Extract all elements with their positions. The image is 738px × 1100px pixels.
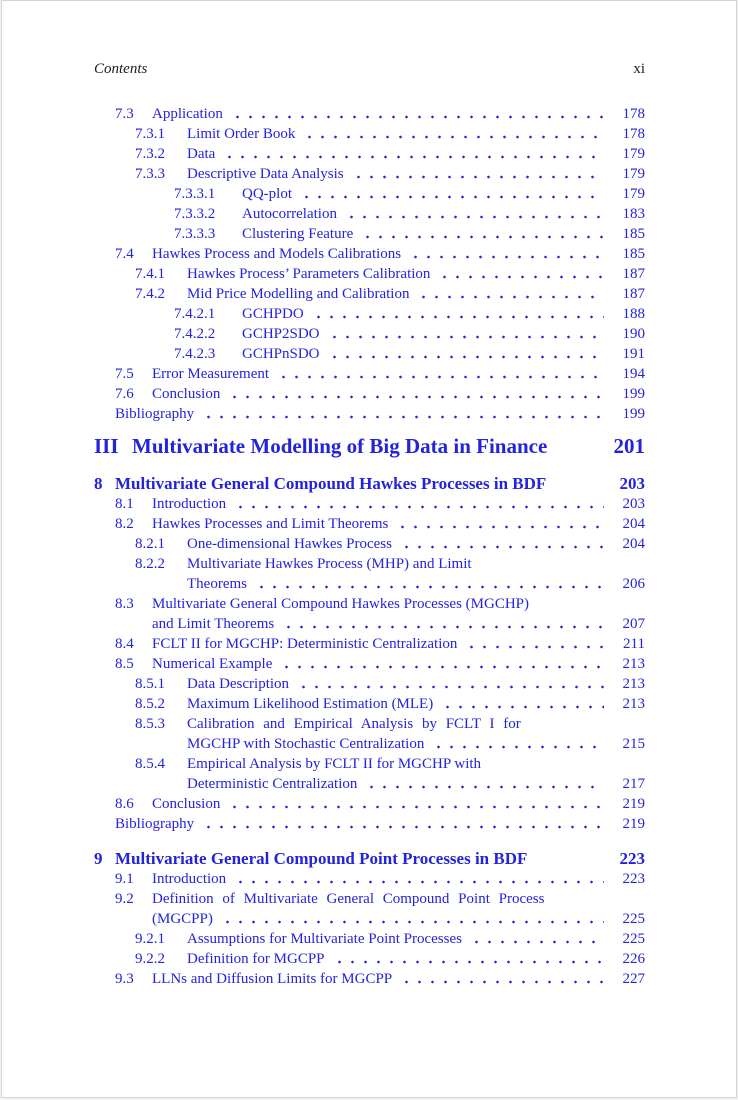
entry-number: 8.5.2 — [135, 696, 165, 712]
toc-entry-bibliography[interactable] — [2, 404, 736, 424]
entry-number: 7.3.1 — [135, 126, 165, 142]
entry-line — [152, 514, 645, 534]
entry-number: 7.4.2 — [135, 286, 165, 302]
entry-number: 8.5.1 — [135, 676, 165, 692]
heading-page-number: 223 — [619, 849, 645, 868]
entry-title: Data Description — [187, 676, 290, 692]
entry-title: Deterministic Centralization — [187, 776, 358, 792]
entry-page-number: 206 — [622, 576, 645, 592]
entry-line — [187, 534, 645, 554]
dot-leader — [468, 929, 604, 949]
entry-title: Theorems — [187, 576, 247, 592]
entry-page-number: 213 — [622, 696, 645, 712]
entry-line — [152, 889, 645, 909]
entry-number: 8.5.4 — [135, 756, 165, 772]
entry-number: 8.3 — [115, 596, 134, 612]
toc-entry-7.4.2.2[interactable] — [2, 324, 736, 344]
entry-title: One-dimensional Hawkes Process — [187, 536, 392, 552]
entry-page-number: 187 — [622, 286, 645, 302]
entry-line — [187, 124, 645, 144]
entry-line — [187, 554, 645, 574]
entry-page-number: 199 — [622, 406, 645, 422]
dot-leader — [298, 184, 604, 204]
entry-page-number: 227 — [622, 971, 645, 987]
entry-number: 7.3 — [115, 106, 134, 122]
entry-number: 8.1 — [115, 496, 134, 512]
dot-leader — [326, 344, 604, 364]
entry-title: and Limit Theorems — [152, 616, 275, 632]
toc-entry-8.6[interactable] — [2, 794, 736, 814]
entry-page-number: 185 — [622, 246, 645, 262]
dot-leader — [331, 949, 604, 969]
heading-page-number: 201 — [613, 434, 645, 458]
entry-line — [242, 344, 645, 364]
entry-page-number: 204 — [622, 536, 645, 552]
entry-title: Definition for MGCPP — [187, 951, 325, 967]
toc-entry-7.3.1[interactable] — [2, 124, 736, 144]
entry-number: 9.2.2 — [135, 951, 165, 967]
entry-title: Multivariate General Compound Hawkes Processes (MGCHP) — [152, 596, 530, 612]
heading-number: III — [94, 434, 119, 458]
heading-title: Multivariate Modelling of Big Data in Finance — [132, 434, 548, 458]
entry-page-number: 226 — [622, 951, 645, 967]
dot-leader — [407, 244, 604, 264]
entry-page-number: 223 — [622, 871, 645, 887]
entry-number: 9.3 — [115, 971, 134, 987]
entry-page-number: 178 — [622, 106, 645, 122]
entry-page-number: 217 — [622, 776, 645, 792]
entry-title: Maximum Likelihood Estimation (MLE) — [187, 696, 434, 712]
dot-leader — [363, 774, 604, 794]
entry-line — [152, 634, 645, 654]
entry-title: Numerical Example — [152, 656, 273, 672]
toc-entry-8.3[interactable] — [2, 594, 736, 634]
entry-title: Introduction — [152, 496, 227, 512]
entry-title: Multivariate Hawkes Process (MHP) and Limit — [187, 556, 472, 572]
toc-entry-8.5.4[interactable] — [2, 754, 736, 794]
entry-number: 9.2.1 — [135, 931, 165, 947]
dot-leader — [350, 164, 604, 184]
entry-line — [187, 734, 645, 754]
entry-line — [152, 794, 645, 814]
dot-leader — [310, 304, 604, 324]
entry-line — [187, 264, 645, 284]
dot-leader — [232, 869, 604, 889]
entry-page-number: 190 — [622, 326, 645, 342]
dot-leader — [463, 634, 604, 654]
heading-title: Multivariate General Compound Point Processes in BDF — [115, 849, 528, 868]
heading-number: 9 — [94, 849, 103, 868]
entry-page-number: 187 — [622, 266, 645, 282]
entry-title: Conclusion — [152, 796, 221, 812]
toc-chapter-heading-9[interactable] — [2, 848, 736, 869]
dot-leader — [436, 264, 604, 284]
dot-leader — [219, 909, 604, 929]
entry-line — [187, 144, 645, 164]
toc-entry-8.5[interactable] — [2, 654, 736, 674]
entry-title: Error Measurement — [152, 366, 270, 382]
toc-entry-9.3[interactable] — [2, 969, 736, 989]
entry-number: 7.3.3.2 — [174, 206, 216, 222]
entry-line — [152, 869, 645, 889]
entry-page-number: 213 — [622, 676, 645, 692]
entry-number: 7.4.2.2 — [174, 326, 216, 342]
toc-entry-7.4.2.1[interactable] — [2, 304, 736, 324]
entry-number: 9.1 — [115, 871, 134, 887]
toc-entry-9.2.1[interactable] — [2, 929, 736, 949]
toc-entry-7.3.3.1[interactable] — [2, 184, 736, 204]
entry-line — [152, 594, 645, 614]
entry-line — [152, 969, 645, 989]
entry-number: 7.3.3.3 — [174, 226, 216, 242]
heading-page-number: 203 — [619, 474, 645, 493]
toc-entry-7.4[interactable] — [2, 244, 736, 264]
running-header-title: Contents — [94, 61, 148, 77]
dot-leader — [226, 384, 604, 404]
entry-title: Conclusion — [152, 386, 221, 402]
entry-line — [187, 674, 645, 694]
toc-entry-7.3[interactable] — [2, 104, 736, 124]
entry-page-number: 213 — [622, 656, 645, 672]
entry-line — [187, 929, 645, 949]
entry-title: Mid Price Modelling and Calibration — [187, 286, 410, 302]
entry-title: Hawkes Process and Models Calibrations — [152, 246, 402, 262]
entry-title: FCLT II for MGCHP: Deterministic Centralization — [152, 636, 458, 652]
entry-line — [242, 204, 645, 224]
entry-title: Clustering Feature — [242, 226, 354, 242]
dot-leader — [301, 124, 604, 144]
dot-leader — [200, 404, 604, 424]
entry-line — [187, 694, 645, 714]
entry-page-number: 211 — [623, 636, 645, 652]
entry-number: 7.3.3 — [135, 166, 165, 182]
entry-line — [187, 754, 645, 774]
entry-line — [115, 814, 645, 834]
entry-number: 7.3.2 — [135, 146, 165, 162]
entry-line — [152, 614, 645, 634]
entry-line — [187, 164, 645, 184]
dot-leader — [439, 694, 604, 714]
entry-page-number: 179 — [622, 166, 645, 182]
entry-number: 8.2.1 — [135, 536, 165, 552]
entry-line — [152, 244, 645, 264]
entry-page-number: 199 — [622, 386, 645, 402]
dot-leader — [415, 284, 604, 304]
entry-line — [152, 104, 645, 124]
toc-entry-8.5.3[interactable] — [2, 714, 736, 754]
entry-line — [152, 364, 645, 384]
entry-page-number: 188 — [622, 306, 645, 322]
dot-leader — [326, 324, 604, 344]
entry-number: 8.4 — [115, 636, 134, 652]
entry-page-number: 191 — [622, 346, 645, 362]
entry-line — [152, 654, 645, 674]
entry-line — [187, 714, 645, 734]
dot-leader — [232, 494, 604, 514]
toc-entry-7.3.2[interactable] — [2, 144, 736, 164]
toc-entry-9.2[interactable] — [2, 889, 736, 929]
entry-title: LLNs and Diffusion Limits for MGCPP — [152, 971, 393, 987]
entry-page-number: 225 — [622, 931, 645, 947]
entry-title: Calibration and Empirical Analysis by FCLT I for — [187, 716, 521, 732]
entry-page-number: 179 — [622, 186, 645, 202]
toc-entry-7.3.3[interactable] — [2, 164, 736, 184]
entry-line — [187, 949, 645, 969]
entry-page-number: 178 — [622, 126, 645, 142]
entry-number: 7.3.3.1 — [174, 186, 216, 202]
entry-number: 8.5 — [115, 656, 134, 672]
dot-leader — [200, 814, 604, 834]
entry-page-number: 215 — [622, 736, 645, 752]
entry-title: Empirical Analysis by FCLT II for MGCHP with — [187, 756, 482, 772]
entry-title: GCHPnSDO — [242, 346, 320, 362]
entry-page-number: 194 — [622, 366, 645, 382]
entry-line — [242, 324, 645, 344]
entry-title: QQ-plot — [242, 186, 292, 202]
entry-number: 8.2 — [115, 516, 134, 532]
entry-title: (MGCPP) — [152, 911, 213, 927]
toc-entry-8.2.1[interactable] — [2, 534, 736, 554]
entry-number: 7.4.2.3 — [174, 346, 216, 362]
entry-line — [187, 774, 645, 794]
entry-page-number: 185 — [622, 226, 645, 242]
dot-leader — [394, 514, 604, 534]
entry-number: 7.5 — [115, 366, 134, 382]
entry-line — [152, 494, 645, 514]
toc-entry-8.2.2[interactable] — [2, 554, 736, 594]
entry-number: 7.4.1 — [135, 266, 165, 282]
running-header — [94, 59, 645, 79]
dot-leader — [398, 969, 604, 989]
entry-title: Application — [152, 106, 223, 122]
dot-leader — [253, 574, 604, 594]
toc-entry-9.1[interactable] — [2, 869, 736, 889]
entry-title: Hawkes Processes and Limit Theorems — [152, 516, 389, 532]
entry-line — [152, 909, 645, 929]
toc-entry-7.4.2[interactable] — [2, 284, 736, 304]
heading-title: Multivariate General Compound Hawkes Processes in BDF — [115, 474, 547, 493]
dot-leader — [343, 204, 604, 224]
entry-number: 9.2 — [115, 891, 134, 907]
dot-leader — [430, 734, 604, 754]
entry-page-number: 179 — [622, 146, 645, 162]
entry-title: GCHP2SDO — [242, 326, 320, 342]
entry-title: Hawkes Process’ Parameters Calibration — [187, 266, 431, 282]
toc-entry-7.6[interactable] — [2, 384, 736, 404]
toc-entry-7.4.2.3[interactable] — [2, 344, 736, 364]
entry-line — [242, 304, 645, 324]
entry-title: Data — [187, 146, 216, 162]
toc-entry-8.1[interactable] — [2, 494, 736, 514]
entry-title: Bibliography — [115, 406, 195, 422]
entry-line — [152, 384, 645, 404]
entry-title: Autocorrelation — [242, 206, 337, 222]
dot-leader — [278, 654, 604, 674]
toc-chapter-heading-8[interactable] — [2, 473, 736, 494]
entry-title: Bibliography — [115, 816, 195, 832]
entry-line — [187, 284, 645, 304]
entry-line — [242, 224, 645, 244]
dot-leader — [229, 104, 604, 124]
toc-entry-8.5.2[interactable] — [2, 694, 736, 714]
entry-line — [187, 574, 645, 594]
entry-page-number: 219 — [622, 796, 645, 812]
entry-number: 8.6 — [115, 796, 134, 812]
heading-number: 8 — [94, 474, 103, 493]
entry-number: 8.5.3 — [135, 716, 165, 732]
dot-leader — [398, 534, 604, 554]
toc-entry-7.3.3.2[interactable] — [2, 204, 736, 224]
dot-leader — [275, 364, 604, 384]
entry-page-number: 203 — [622, 496, 645, 512]
toc-entry-7.3.3.3[interactable] — [2, 224, 736, 244]
entry-title: MGCHP with Stochastic Centralization — [187, 736, 425, 752]
table-of-contents — [2, 104, 736, 989]
dot-leader — [221, 144, 604, 164]
entry-title: Introduction — [152, 871, 227, 887]
entry-number: 7.4 — [115, 246, 134, 262]
dot-leader — [280, 614, 604, 634]
entry-title: GCHPDO — [242, 306, 304, 322]
entry-title: Assumptions for Multivariate Point Processes — [187, 931, 462, 947]
entry-number: 7.6 — [115, 386, 134, 402]
entry-title: Descriptive Data Analysis — [187, 166, 344, 182]
entry-page-number: 204 — [622, 516, 645, 532]
entry-line — [115, 404, 645, 424]
toc-entry-9.2.2[interactable] — [2, 949, 736, 969]
entry-number: 8.2.2 — [135, 556, 165, 572]
toc-entry-7.4.1[interactable] — [2, 264, 736, 284]
toc-entry-7.5[interactable] — [2, 364, 736, 384]
toc-entry-8.5.1[interactable] — [2, 674, 736, 694]
entry-page-number: 207 — [622, 616, 645, 632]
dot-leader — [295, 674, 604, 694]
running-header-page-number: xi — [633, 61, 645, 77]
dot-leader — [359, 224, 604, 244]
toc-entry-bibliography[interactable] — [2, 814, 736, 834]
dot-leader — [226, 794, 604, 814]
document-page — [1, 0, 737, 1098]
entry-title: Definition of Multivariate General Compound Point Process — [152, 891, 545, 907]
entry-page-number: 219 — [622, 816, 645, 832]
toc-entry-8.4[interactable] — [2, 634, 736, 654]
entry-page-number: 225 — [622, 911, 645, 927]
entry-number: 7.4.2.1 — [174, 306, 216, 322]
entry-page-number: 183 — [622, 206, 645, 222]
toc-entry-8.2[interactable] — [2, 514, 736, 534]
entry-title: Limit Order Book — [187, 126, 296, 142]
toc-part-heading-III[interactable] — [2, 433, 736, 459]
entry-line — [242, 184, 645, 204]
